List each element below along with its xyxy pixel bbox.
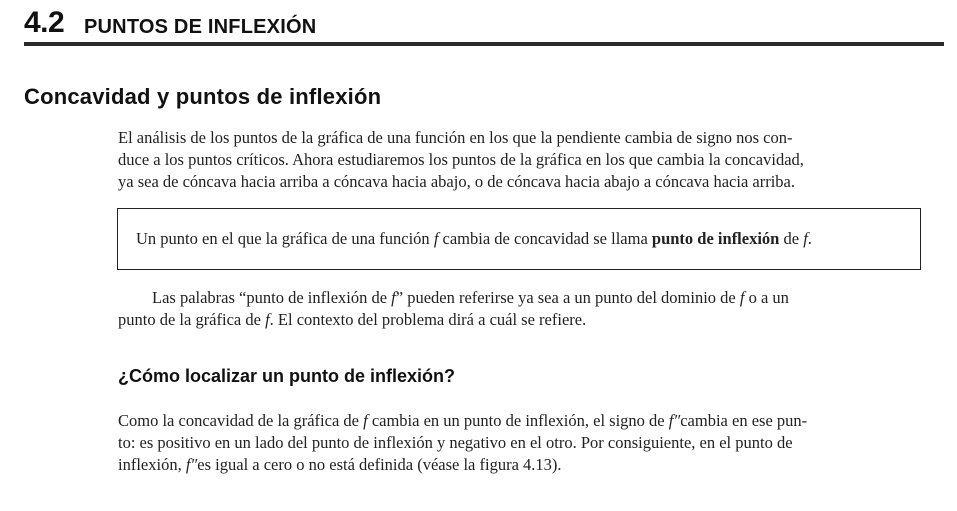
intro-line: ya sea de cóncava hacia arriba a cóncava hacia abajo, o de cóncava hacia abajo a cóncava hacia arriba. <box>118 172 795 191</box>
subsection-title: Concavidad y puntos de inflexión <box>24 84 382 109</box>
definition-text: Un punto en el que la gráfica de una función f cambia de concavidad se llama punto de inflexión de f. <box>136 229 812 248</box>
definition-box <box>117 208 921 270</box>
section-header <box>24 6 944 46</box>
words-line: punto de la gráfica de f. El contexto del problema dirá a cuál se refiere. <box>118 310 587 329</box>
locate-paragraph <box>118 410 920 476</box>
intro-paragraph <box>118 127 920 193</box>
words-line: Las palabras “punto de inflexión de f” pueden referirse ya sea a un punto del dominio de f o a un <box>152 288 789 307</box>
section-number: 4.2 <box>24 6 65 39</box>
intro-line: duce a los puntos críticos. Ahora estudiaremos los puntos de la gráfica en los que cambia la concavidad, <box>118 150 804 169</box>
words-paragraph <box>118 287 920 331</box>
intro-line: El análisis de los puntos de la gráfica de una función en los que la pendiente cambia de signo nos con- <box>118 128 793 147</box>
locate-line: Como la concavidad de la gráfica de f cambia en un punto de inflexión, el signo de f″cambia en ese pun- <box>118 411 808 430</box>
section-title: PUNTOS DE INFLEXIÓN <box>84 16 317 38</box>
locate-line: inflexión, f″es igual a cero o no está definida (véase la figura 4.13). <box>118 455 562 474</box>
locate-line: to: es positivo en un lado del punto de inflexión y negativo en el otro. Por consiguiente, en el punto de <box>118 433 793 452</box>
question-heading: ¿Cómo localizar un punto de inflexión? <box>118 366 455 386</box>
definition-term: punto de inflexión <box>651 229 780 248</box>
